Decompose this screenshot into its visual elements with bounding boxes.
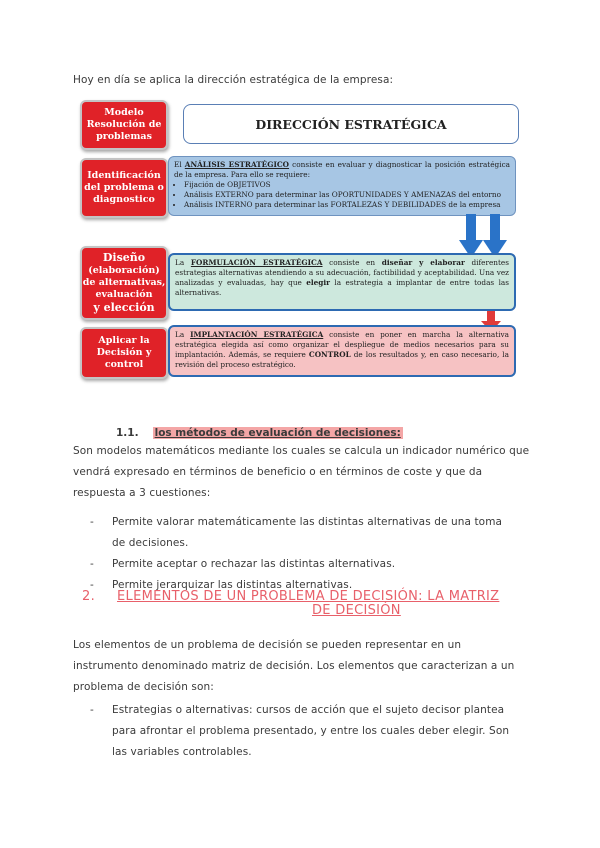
red-box-line: Diseño: [102, 251, 146, 264]
analisis-box: [168, 156, 516, 216]
formulacion-term: FORMULACIÓN ESTRATÉGICA: [190, 258, 323, 267]
red-box-line: Identificación: [87, 170, 161, 181]
paragraph-line: problema de decisión son:: [73, 681, 214, 693]
analisis-item: • Análisis EXTERNO para determinar las OPORTUNIDADES Y AMENAZAS del entorno: [184, 190, 510, 200]
section-2-heading: [82, 590, 532, 618]
analisis-item: • Fijación de OBJETIVOS: [184, 180, 510, 190]
paragraph-line: Los elementos de un problema de decisión se pueden representar en un: [73, 639, 462, 651]
red-box-modelo: [80, 100, 168, 150]
red-box-line: (elaboración): [88, 265, 160, 276]
list-item-line: de decisiones.: [112, 537, 189, 549]
red-box-line: control: [104, 359, 144, 370]
intro-text: Hoy en día se aplica la dirección estratégica de la empresa:: [73, 74, 394, 86]
red-box-line: problemas: [96, 131, 152, 142]
formulacion-bold: diseñar y elaborar: [381, 258, 465, 267]
section-title: los métodos de evaluación de decisiones:: [154, 427, 401, 439]
red-box-line: y elección: [93, 301, 155, 314]
formulacion-box: [168, 253, 516, 311]
bullet-dash: -: [90, 704, 94, 716]
paragraph-line: Son modelos matemáticos mediante los cuales se calcula un indicador numérico que: [73, 445, 530, 457]
section-1-1-bullets: [90, 512, 502, 596]
paragraph-line: vendrá expresado en términos de beneficio o en términos de coste y que da: [73, 466, 483, 478]
analisis-term: ANÁLISIS ESTRATÉGICO: [184, 160, 290, 169]
bullet-dash: -: [90, 558, 94, 570]
red-box-line: del problema o: [84, 182, 164, 193]
section-number: 1.1.: [116, 427, 139, 439]
red-box-line: evaluación: [95, 289, 153, 300]
red-box-line: Resolución de: [86, 119, 162, 130]
implantacion-pre: La: [175, 330, 191, 339]
bullet-dash: -: [90, 516, 94, 528]
red-box-line: Modelo: [104, 107, 144, 118]
implantacion-text: de los resultados y, en caso necesario, la revisión del proceso estratégico.: [175, 350, 509, 369]
list-item-line: Permite jerarquizar las distintas alternativas.: [112, 579, 353, 591]
section-1-1-heading: [116, 427, 403, 439]
formulacion-bold: elegir: [306, 278, 331, 287]
analisis-pre: El: [174, 160, 185, 169]
list-item-line: Permite valorar matemáticamente las distintas alternativas de una toma: [112, 516, 503, 528]
list-item-line: para afrontar el problema presentado, y entre los cuales deber elegir. Son: [112, 725, 510, 737]
section-2-paragraph: [73, 635, 514, 698]
list-item: [90, 512, 502, 554]
red-box-line: de alternativas,: [82, 277, 166, 288]
paragraph-line: respuesta a 3 cuestiones:: [73, 487, 211, 499]
list-item-line: las variables controlables.: [112, 746, 252, 758]
section-title: ELEMENTOS DE UN PROBLEMA DE DECISIÓN: LA MATRIZ: [117, 589, 500, 604]
implantacion-text: consiste en poner en marcha la alternativa estratégica elegida así como organizar el despliegue de medios necesarios para su implantación. Además, se requiere: [175, 330, 509, 359]
formulacion-text: la estrategia a implantar de entre todas las alternativas.: [175, 278, 510, 297]
red-box-line: Decisión y: [96, 347, 152, 358]
down-arrow-icon: [483, 214, 507, 258]
analisis-item: • Análisis INTERNO para determinar las FORTALEZAS Y DEBILIDADES de la empresa: [184, 200, 510, 210]
formulacion-text: diferentes estrategias alternativas atendiendo a su adecuación, factibilidad y aceptabilidad. Una vez analizadas y evaluadas, hay que: [175, 258, 509, 287]
list-item: [90, 700, 509, 763]
list-item: [90, 554, 502, 575]
list-item-line: Permite aceptar o rechazar las distintas alternativas.: [112, 558, 396, 570]
section-1-1-paragraph: [73, 441, 529, 504]
formulacion-pre: La: [175, 258, 191, 267]
red-box-diseno: [80, 246, 168, 320]
implantacion-bold: CONTROL: [308, 350, 351, 359]
paragraph-line: instrumento denominado matriz de decisión. Los elementos que caracterizan a un: [73, 660, 515, 672]
formulacion-text: consiste en: [322, 258, 382, 267]
section-number: 2.: [82, 589, 96, 604]
implantacion-term: IMPLANTACIÓN ESTRATÉGICA: [190, 330, 324, 339]
analisis-post: consiste en evaluar y diagnosticar la posición estratégica de la empresa. Para ello se requiere:: [174, 160, 511, 179]
red-box-identificacion: [80, 158, 168, 218]
diagram-title: DIRECCIÓN ESTRATÉGICA: [183, 104, 519, 144]
down-arrow-icon: [459, 214, 483, 258]
section-title-continued: DE DECISIÓN: [312, 603, 401, 618]
list-item-line: Estrategias o alternativas: cursos de acción que el sujeto decisor plantea: [112, 704, 505, 716]
implantacion-box: [168, 325, 516, 377]
red-box-line: diagnostico: [93, 194, 155, 205]
red-box-aplicar: [80, 327, 168, 379]
section-2-bullets: [90, 700, 509, 763]
red-box-line: Aplicar la: [98, 335, 150, 346]
bullet-dash: -: [90, 579, 94, 591]
